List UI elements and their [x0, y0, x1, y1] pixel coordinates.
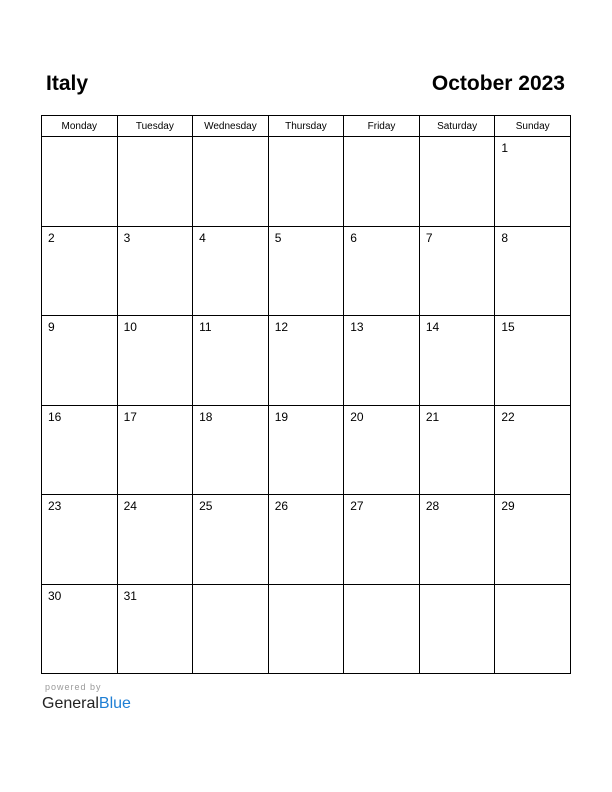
day-cell — [193, 316, 269, 406]
day-number: 24 — [123, 499, 137, 513]
week-row — [42, 226, 571, 316]
country-name: Italy — [46, 72, 89, 95]
day-cell — [268, 226, 344, 316]
day-cell — [268, 137, 344, 227]
day-cell — [193, 584, 269, 674]
day-number: 30 — [48, 588, 62, 603]
day-number — [269, 137, 344, 141]
week-row — [42, 405, 571, 495]
day-number — [269, 585, 344, 589]
day-number: 11 — [199, 320, 212, 334]
day-number: 14 — [425, 320, 440, 334]
week-row — [42, 316, 571, 406]
week-row — [42, 584, 571, 674]
day-number: 29 — [501, 499, 515, 513]
day-number — [42, 137, 117, 141]
day-cell — [42, 316, 118, 406]
day-cell — [495, 495, 571, 585]
weekday-header-row — [42, 116, 571, 137]
day-cell — [268, 584, 344, 674]
weekday-header: Tuesday — [117, 116, 193, 137]
day-number: 4 — [199, 230, 206, 245]
day-number: 12 — [274, 320, 289, 334]
day-number: 5 — [274, 230, 282, 245]
day-cell — [117, 584, 193, 674]
day-cell — [419, 316, 495, 406]
weekday-header: Monday — [42, 116, 118, 137]
day-number: 13 — [350, 320, 364, 334]
day-number: 18 — [199, 409, 213, 424]
day-cell — [495, 226, 571, 316]
day-cell — [42, 137, 118, 227]
day-number: 3 — [123, 230, 131, 245]
day-cell — [268, 495, 344, 585]
day-cell — [193, 495, 269, 585]
day-number: 21 — [425, 409, 440, 424]
day-number: 27 — [350, 499, 364, 513]
day-cell — [42, 584, 118, 674]
day-number — [344, 137, 419, 141]
day-cell — [419, 226, 495, 316]
day-cell — [117, 495, 193, 585]
day-cell — [495, 584, 571, 674]
day-number: 17 — [123, 409, 137, 424]
day-cell — [419, 584, 495, 674]
day-number: 28 — [425, 499, 440, 513]
day-number: 6 — [350, 230, 357, 245]
weekday-header: Sunday — [495, 116, 571, 137]
day-number — [495, 585, 570, 589]
day-cell — [193, 226, 269, 316]
day-number: 7 — [425, 230, 433, 245]
day-cell — [344, 405, 420, 495]
month-title: October 2023 — [431, 72, 565, 95]
day-cell — [268, 405, 344, 495]
day-number: 8 — [501, 230, 509, 245]
day-cell — [193, 405, 269, 495]
day-number: 31 — [123, 588, 137, 603]
day-number: 16 — [48, 409, 62, 424]
day-number: 23 — [48, 499, 62, 513]
weekday-header: Wednesday — [193, 116, 269, 137]
day-cell — [495, 405, 571, 495]
day-number: 22 — [501, 409, 515, 424]
brand-name-part2: Blue — [98, 695, 131, 712]
week-row — [42, 137, 571, 227]
day-number — [344, 585, 419, 589]
day-number — [420, 137, 495, 141]
day-cell — [117, 137, 193, 227]
day-cell — [344, 137, 420, 227]
day-number: 20 — [350, 409, 364, 424]
day-number — [420, 585, 495, 589]
day-cell — [344, 226, 420, 316]
day-number: 15 — [501, 320, 515, 334]
day-cell — [117, 405, 193, 495]
day-cell — [193, 137, 269, 227]
day-cell — [344, 316, 420, 406]
day-cell — [495, 316, 571, 406]
day-number: 25 — [199, 499, 213, 513]
week-row — [42, 495, 571, 585]
generalblue-logo[interactable] — [42, 694, 131, 714]
day-cell — [344, 584, 420, 674]
day-number — [193, 137, 268, 141]
day-number: 2 — [48, 230, 55, 245]
day-cell — [117, 316, 193, 406]
day-number: 26 — [274, 499, 289, 513]
weekday-header: Saturday — [419, 116, 495, 137]
calendar-grid — [41, 115, 571, 674]
day-cell — [42, 495, 118, 585]
day-number: 1 — [501, 141, 509, 155]
day-cell — [495, 137, 571, 227]
powered-by-text: powered by — [45, 682, 102, 692]
weekday-header: Friday — [344, 116, 420, 137]
brand-name-part1: General — [42, 695, 99, 712]
day-number: 9 — [48, 320, 55, 334]
day-number — [118, 137, 193, 141]
day-cell — [117, 226, 193, 316]
day-cell — [419, 137, 495, 227]
day-number: 19 — [274, 409, 289, 424]
weekday-header: Thursday — [268, 116, 344, 137]
day-cell — [419, 495, 495, 585]
day-number: 10 — [123, 320, 137, 334]
day-cell — [419, 405, 495, 495]
day-cell — [42, 226, 118, 316]
day-cell — [268, 316, 344, 406]
day-number — [193, 585, 268, 589]
day-cell — [344, 495, 420, 585]
day-cell — [42, 405, 118, 495]
